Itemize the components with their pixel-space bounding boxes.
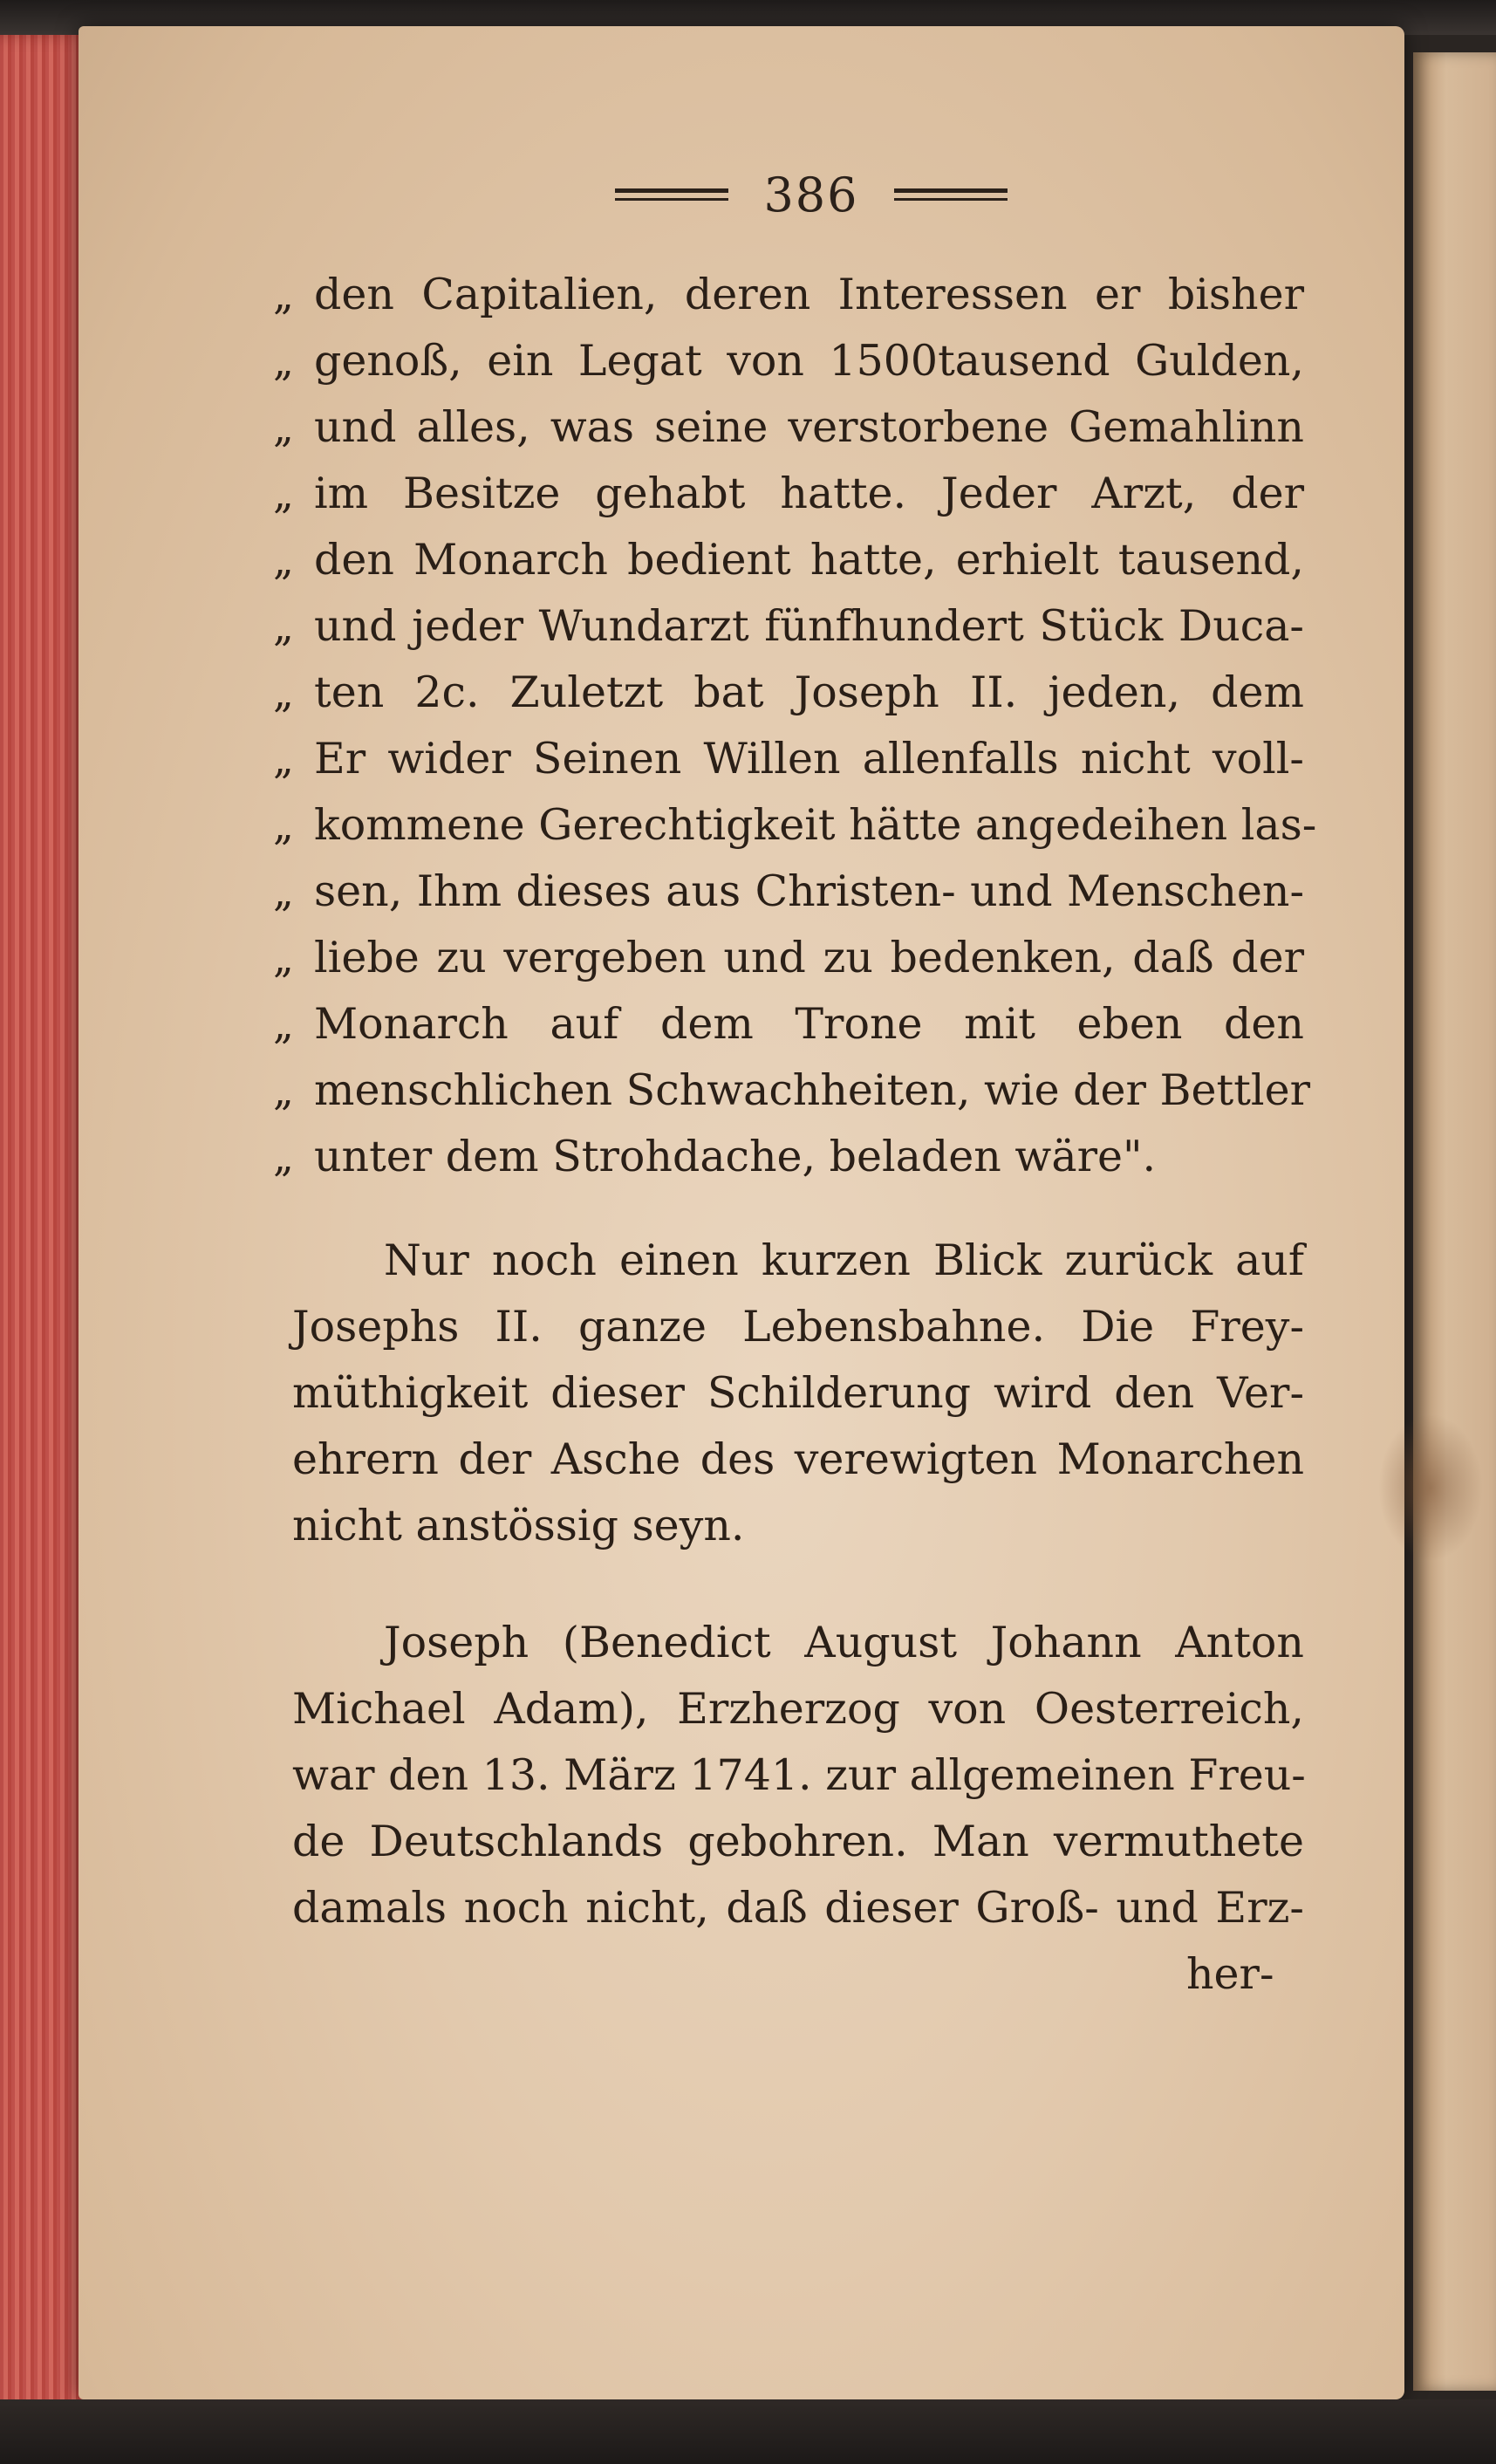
quote-mark: „ — [273, 338, 294, 385]
text-line: damals noch nicht, daß dieser Groß- und Erz- — [292, 1883, 1304, 1933]
text-line — [273, 660, 1304, 726]
text-line — [273, 1057, 1311, 1124]
quote-mark: „ — [273, 271, 294, 318]
text-line-content: unter dem Strohdache, beladen wäre". — [314, 1132, 1157, 1181]
text-line: Josephs II. ganze Lebensbahne. Die Frey- — [292, 1302, 1304, 1352]
quote-mark: „ — [273, 537, 294, 584]
text-line — [273, 925, 1304, 991]
text-line — [273, 726, 1304, 792]
text-line — [273, 527, 1304, 593]
text-line-content: menschlichen Schwachheiten, wie der Bettler — [314, 1065, 1311, 1115]
text-line-content: ten 2c. Zuletzt bat Joseph II. jeden, dem — [314, 667, 1304, 717]
quote-mark: „ — [273, 470, 294, 517]
quote-mark: „ — [273, 868, 294, 915]
quote-mark: „ — [273, 669, 294, 716]
quote-mark: „ — [273, 1133, 294, 1181]
quote-mark: „ — [273, 934, 294, 982]
text-line: nicht anstössig seyn. — [292, 1501, 745, 1550]
text-line-content: sen, Ihm dieses aus Christen- und Menschen- — [314, 866, 1304, 916]
paragraph-biography — [292, 1610, 1304, 1941]
text-line-content: Monarch auf dem Trone mit eben den — [314, 999, 1304, 1049]
text-line-content: kommene Gerechtigkeit hätte angedeihen las- — [314, 800, 1317, 850]
quoted-paragraph — [273, 262, 1317, 1190]
text-line-content: genoß, ein Legat von 1500tausend Gulden, — [314, 336, 1304, 386]
quote-mark: „ — [273, 802, 294, 849]
text-line-content: und jeder Wundarzt fünfhundert Stück Duca- — [314, 601, 1304, 651]
text-line-content: und alles, was seine verstorbene Gemahlinn — [314, 402, 1304, 452]
text-line — [273, 991, 1304, 1057]
quote-mark: „ — [273, 1001, 294, 1048]
text-line: ehrern der Asche des verewigten Monarchen — [292, 1434, 1304, 1484]
quote-mark: „ — [273, 736, 294, 783]
text-line — [273, 394, 1304, 461]
text-line — [273, 328, 1304, 394]
page-header — [615, 164, 1008, 225]
text-line — [273, 461, 1304, 527]
paragraph-summary — [292, 1228, 1304, 1559]
text-line: de Deutschlands gebohren. Man vermuthete — [292, 1817, 1304, 1866]
catchword: her- — [1186, 1949, 1274, 1999]
scanner-background-bottom — [0, 2399, 1496, 2464]
text-line — [273, 593, 1304, 660]
text-line: Joseph (Benedict August Johann Anton — [384, 1618, 1304, 1667]
text-line-content: den Monarch bedient hatte, erhielt tausend, — [314, 535, 1304, 585]
page-stain — [1378, 1413, 1483, 1562]
text-line-content: liebe zu vergeben und zu bedenken, daß der — [314, 933, 1304, 982]
text-line — [273, 859, 1304, 925]
text-line: müthigkeit dieser Schilderung wird den Ver- — [292, 1368, 1304, 1418]
text-line — [273, 262, 1304, 328]
text-line: Nur noch einen kurzen Blick zurück auf — [384, 1235, 1304, 1285]
text-line: war den 13. März 1741. zur allgemeinen Freu- — [292, 1750, 1306, 1800]
quote-mark: „ — [273, 1067, 294, 1114]
header-rule-right — [894, 188, 1008, 201]
text-line-content: den Capitalien, deren Interessen er bisher — [314, 270, 1304, 319]
header-rule-left — [615, 188, 728, 201]
text-line-content: im Besitze gehabt hatte. Jeder Arzt, der — [314, 469, 1304, 518]
text-line: Michael Adam), Erzherzog von Oesterreich, — [292, 1684, 1304, 1734]
text-line-content: Er wider Seinen Willen allenfalls nicht voll- — [314, 734, 1304, 784]
quote-mark: „ — [273, 404, 294, 451]
text-line — [273, 792, 1317, 859]
page-number: 386 — [763, 167, 859, 222]
facing-page-edge — [1413, 52, 1496, 2391]
text-line — [273, 1124, 1304, 1190]
quote-mark: „ — [273, 603, 294, 650]
